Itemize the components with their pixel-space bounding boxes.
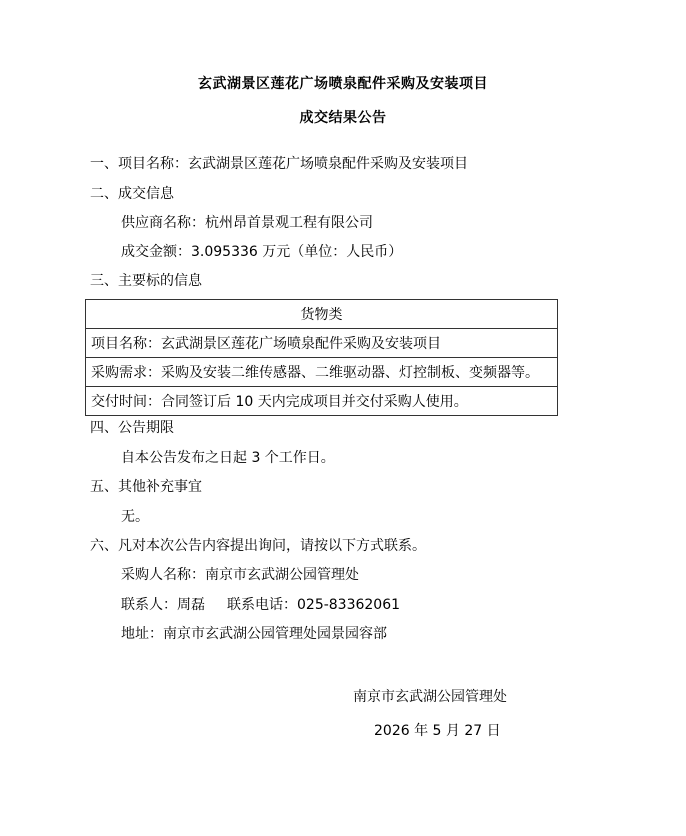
other-matters-text: 无。 [121,509,149,525]
announcement-period-text: 自本公告发布之日起 3 个工作日。 [121,450,335,466]
goods-table-row: 项目名称：玄武湖景区莲花广场喷泉配件采购及安装项目 [86,329,558,358]
section-project-name: 一、项目名称：玄武湖景区莲花广场喷泉配件采购及安装项目 [90,156,468,172]
goods-table-header: 货物类 [86,300,558,329]
deal-amount: 成交金额：3.095336 万元（单位：人民币） [121,244,403,260]
document-subtitle: 成交结果公告 [299,110,387,126]
goods-table [85,299,558,416]
section-other-matters: 五、其他补充事宜 [90,479,202,495]
section-deal-info: 二、成交信息 [90,186,174,202]
signature-organization: 南京市玄武湖公园管理处 [353,689,507,705]
section-announcement-period: 四、公告期限 [90,420,174,436]
contact-phone: 联系电话：025-83362061 [227,597,401,613]
section-main-items: 三、主要标的信息 [90,273,202,289]
goods-table-row: 交付时间：合同签订后 10 天内完成项目并交付采购人使用。 [86,387,558,416]
supplier-name: 供应商名称：杭州昂首景观工程有限公司 [121,215,373,231]
address: 地址：南京市玄武湖公园管理处园景园容部 [121,626,387,642]
goods-table-row: 采购需求：采购及安装二维传感器、二维驱动器、灯控制板、变频器等。 [86,358,558,387]
document-title: 玄武湖景区莲花广场喷泉配件采购及安装项目 [198,76,488,92]
contact-person: 联系人：周磊 [121,597,205,613]
contact-line [121,594,400,614]
purchaser-name: 采购人名称：南京市玄武湖公园管理处 [121,567,359,583]
signature-date: 2026 年 5 月 27 日 [374,723,501,739]
section-contact: 六、凡对本次公告内容提出询问，请按以下方式联系。 [90,538,426,554]
